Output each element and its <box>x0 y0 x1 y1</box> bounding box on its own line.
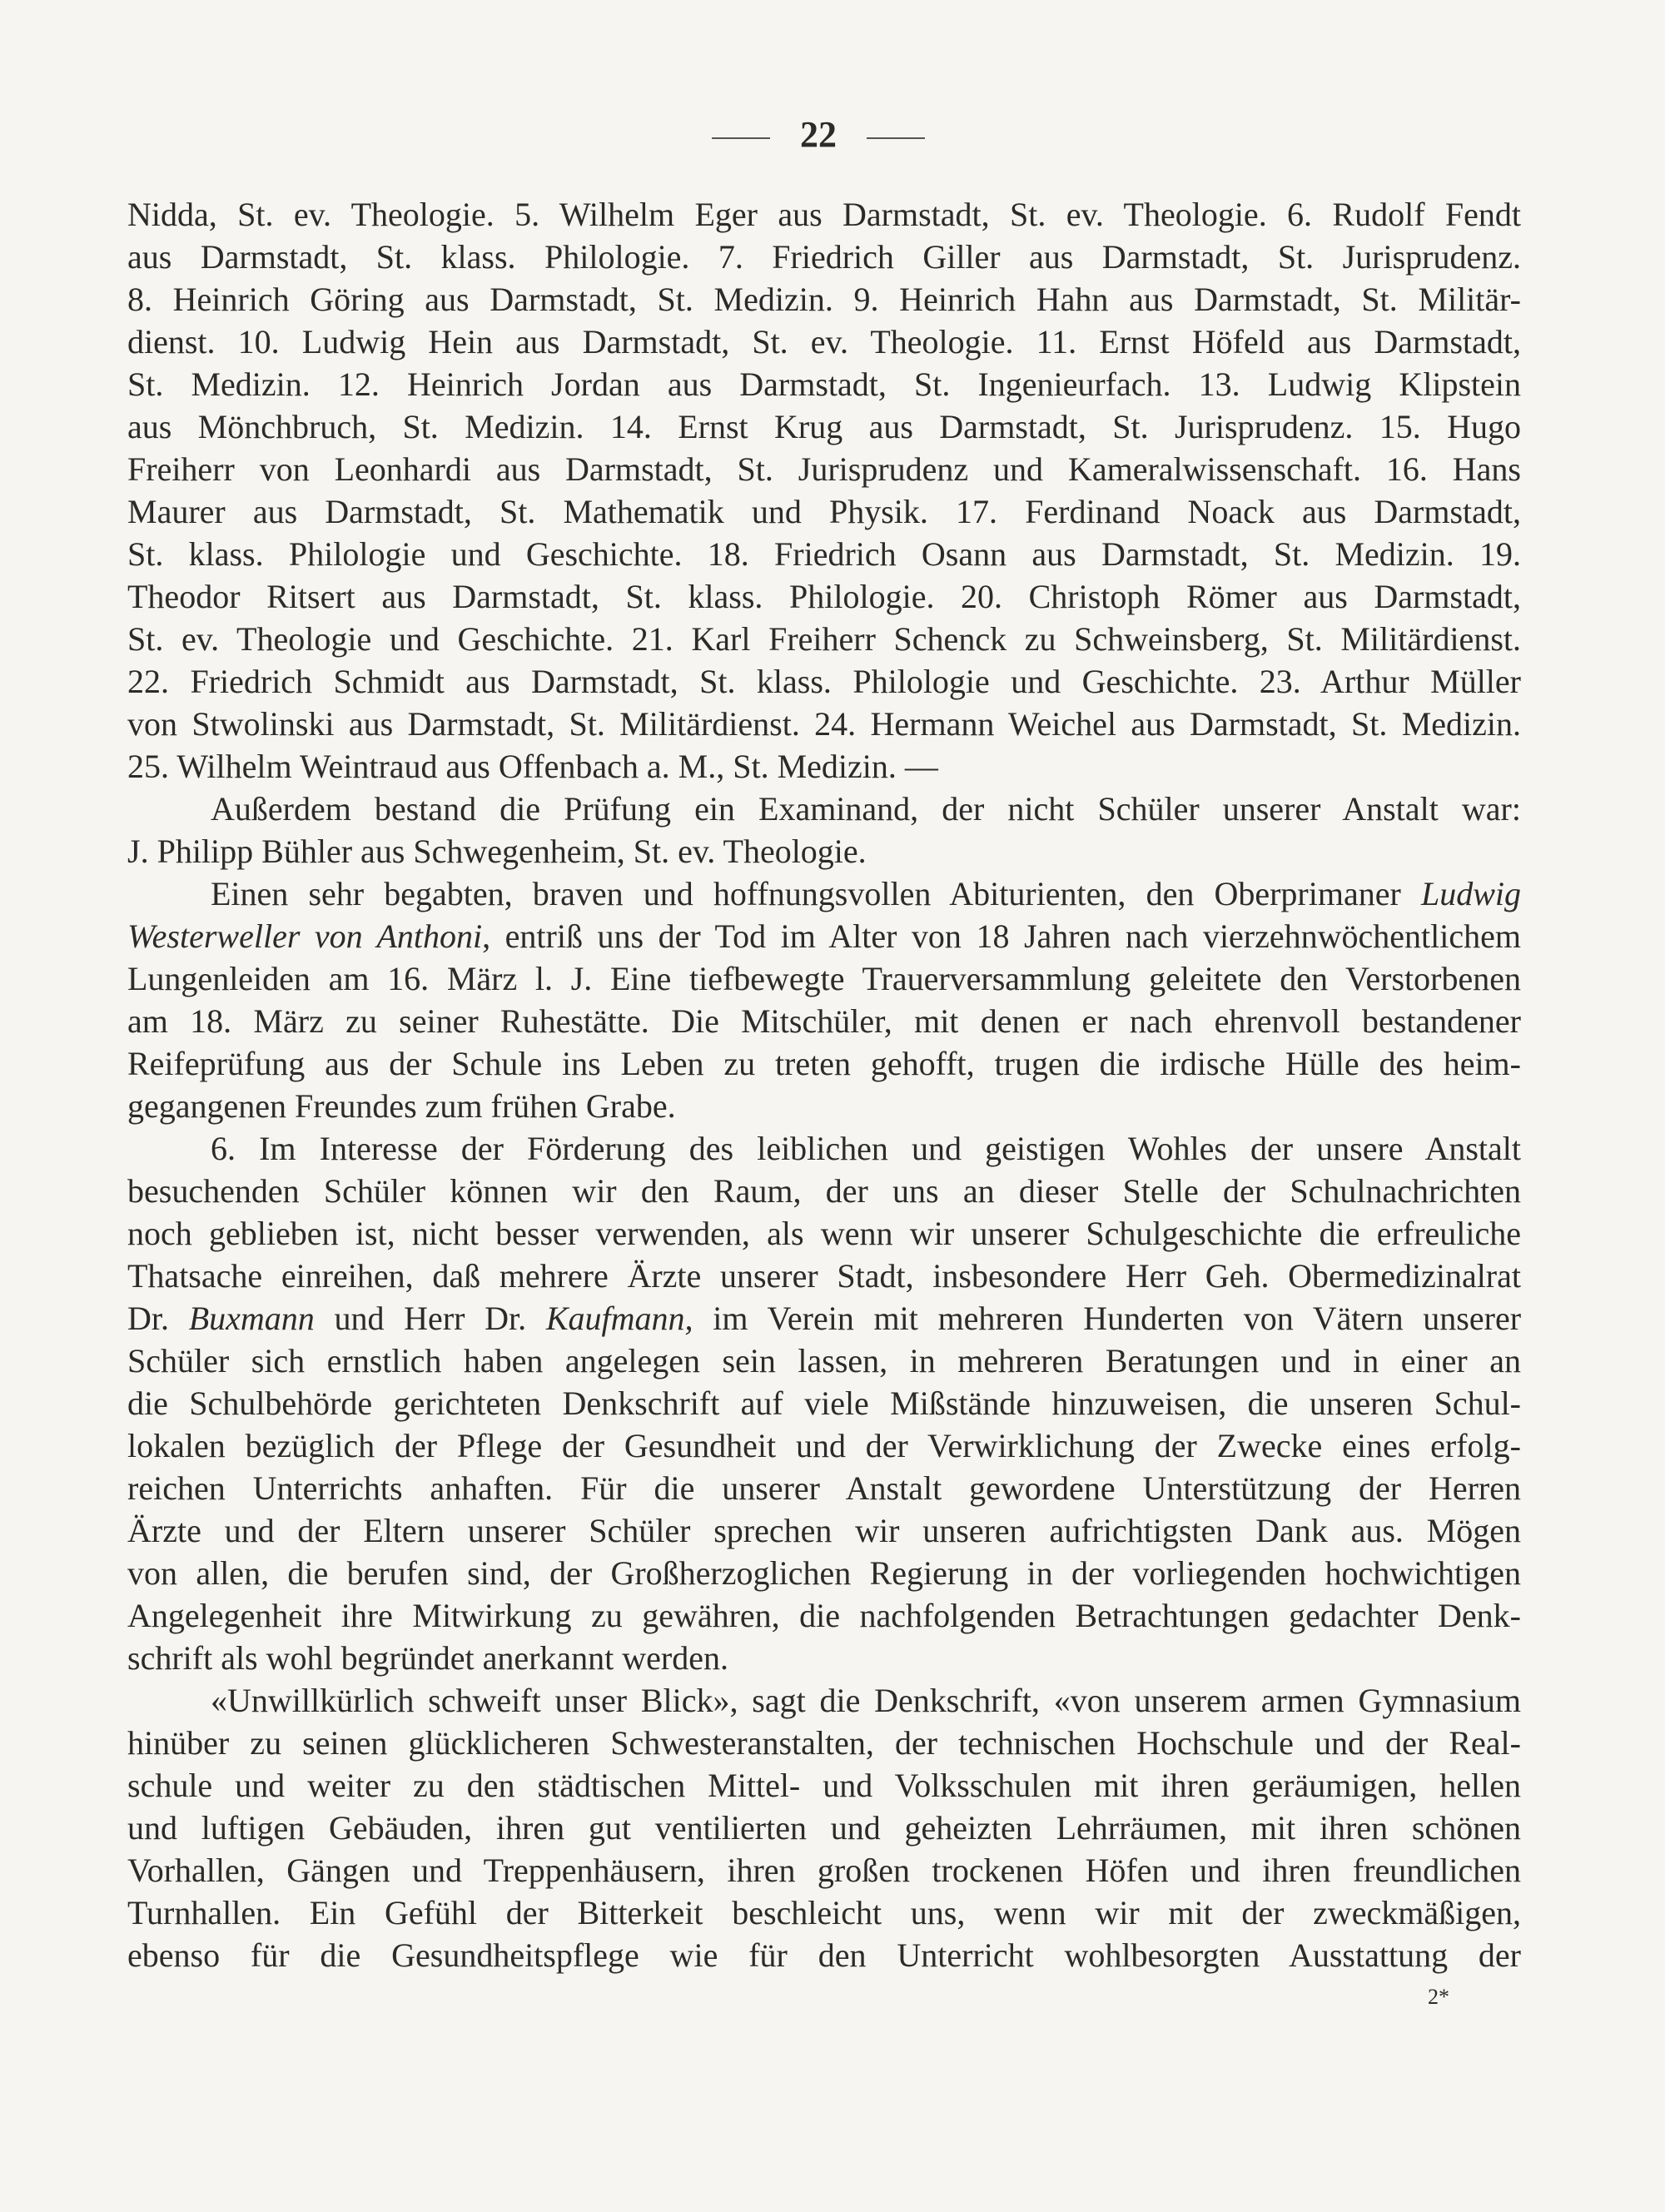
text-segment: 25. Wilhelm Weintraud aus Offenbach a. M., St. Medizin. — <box>127 748 938 785</box>
text-line <box>127 957 1521 1000</box>
text-segment: Nidda, St. ev. Theologie. 5. Wilhelm Eger aus Darmstadt, St. ev. Theologie. 6. Rudolf Fendt <box>127 196 1521 233</box>
text-segment: St. klass. Philologie und Geschichte. 18. Friedrich Osann aus Darmstadt, St. Medizin. 19. <box>127 535 1521 573</box>
italic-name: Kaufmann, <box>545 1300 693 1337</box>
text-segment: am 18. März zu seiner Ruhestätte. Die Mitschüler, mit denen er nach ehrenvoll bestandener <box>127 1002 1521 1040</box>
text-segment: reichen Unterrichts anhaften. Für die unserer Anstalt gewordene Unterstützung der Herren <box>127 1469 1521 1507</box>
text-segment: 6. Im Interesse der Förderung des leiblichen und geistigen Wohles der unsere Anstalt <box>211 1130 1521 1167</box>
text-segment: Einen sehr begabten, braven und hoffnungsvollen Abiturienten, den Oberprimaner <box>211 875 1421 912</box>
text-line <box>127 703 1521 745</box>
text-segment: und Herr Dr. <box>314 1300 546 1337</box>
text-line <box>127 745 1521 788</box>
signature-mark: 2* <box>1428 1985 1449 2009</box>
text-segment: schule und weiter zu den städtischen Mittel- und Volksschulen mit ihren geräumigen, hellen <box>127 1767 1521 1804</box>
text-line <box>127 1594 1521 1637</box>
text-segment: Lungenleiden am 16. März l. J. Eine tiefbewegte Trauerversammlung geleitete den Verstorbenen <box>127 960 1521 997</box>
text-segment: Angelegenheit ihre Mitwirkung zu gewähren, die nachfolgenden Betrachtungen gedachter Denk- <box>127 1597 1521 1634</box>
text-line <box>127 660 1521 703</box>
text-line <box>127 915 1521 957</box>
text-line-content <box>127 1934 1521 1976</box>
text-segment: J. Philipp Bühler aus Schwegenheim, St. ev. Theologie. <box>127 833 867 870</box>
text-line-content <box>211 1127 1521 1170</box>
text-segment: Schüler sich ernstlich haben angelegen sein lassen, in mehreren Beratungen und in einer an <box>127 1342 1521 1379</box>
text-line <box>127 321 1521 363</box>
body-text <box>127 193 1521 1976</box>
text-line-content <box>211 872 1521 915</box>
text-line-content <box>127 660 1521 703</box>
text-line-content <box>127 575 1521 618</box>
text-line-content <box>127 1382 1521 1424</box>
text-line <box>127 1764 1521 1807</box>
text-line <box>127 1212 1521 1255</box>
text-line-content <box>211 1679 1521 1722</box>
text-segment: besuchenden Schüler können wir den Raum, der uns an dieser Stelle der Schulnachrichten <box>127 1172 1521 1210</box>
italic-name: Ludwig <box>1420 875 1521 912</box>
text-line-content <box>127 1000 1521 1042</box>
text-segment: aus Darmstadt, St. klass. Philologie. 7. Friedrich Giller aus Darmstadt, St. Jurisprudenz. <box>127 238 1521 276</box>
text-line <box>127 1340 1521 1382</box>
text-line <box>127 1382 1521 1424</box>
text-segment: von allen, die berufen sind, der Großherzoglichen Regierung in der vorliegenden hochwichtigen <box>127 1554 1521 1592</box>
text-line <box>127 1509 1521 1552</box>
page-number-text: 22 <box>800 114 837 155</box>
text-line-content <box>127 915 1521 957</box>
text-line-content <box>127 1085 676 1127</box>
text-line-content <box>127 1255 1521 1297</box>
text-line <box>127 1085 1521 1127</box>
text-line-content <box>127 1042 1521 1085</box>
text-line <box>127 1424 1521 1467</box>
text-line-content <box>127 193 1521 236</box>
text-line-content <box>127 618 1521 660</box>
text-segment: hinüber zu seinen glücklicheren Schwesteranstalten, der technischen Hochschule und der Real- <box>127 1724 1521 1762</box>
text-line-content <box>127 236 1521 278</box>
text-line <box>127 278 1521 321</box>
text-segment: schrift als wohl begründet anerkannt werden. <box>127 1639 728 1677</box>
text-line <box>127 448 1521 490</box>
text-line-content <box>127 1509 1521 1552</box>
text-line <box>127 1297 1521 1340</box>
text-line <box>127 1255 1521 1297</box>
text-segment: gegangenen Freundes zum frühen Grabe. <box>127 1087 676 1125</box>
text-line <box>127 1807 1521 1849</box>
page-number <box>0 113 1637 156</box>
text-line-content <box>127 533 1521 575</box>
text-line-content <box>127 1552 1521 1594</box>
text-segment: ebenso für die Gesundheitspflege wie für den Unterricht wohlbesorgten Ausstattung der <box>127 1936 1521 1974</box>
text-line <box>127 618 1521 660</box>
text-segment: lokalen bezüglich der Pflege der Gesundheit und der Verwirklichung der Zwecke eines erfolg- <box>127 1427 1521 1464</box>
text-segment: Vorhallen, Gängen und Treppenhäusern, ihren großen trockenen Höfen und ihren freundlichen <box>127 1852 1521 1889</box>
text-segment: noch geblieben ist, nicht besser verwenden, als wenn wir unserer Schulgeschichte die erfreuliche <box>127 1215 1521 1252</box>
text-segment: 22. Friedrich Schmidt aus Darmstadt, St. klass. Philologie und Geschichte. 23. Arthur Müller <box>127 663 1521 700</box>
text-segment: die Schulbehörde gerichteten Denkschrift auf viele Mißstände hinzuweisen, die unseren Schul- <box>127 1384 1521 1422</box>
text-line-content <box>127 1849 1521 1891</box>
text-segment: im Verein mit mehreren Hunderten von Vätern unserer <box>693 1300 1522 1337</box>
text-line <box>127 830 1521 872</box>
text-segment: Maurer aus Darmstadt, St. Mathematik und Physik. 17. Ferdinand Noack aus Darmstadt, <box>127 493 1521 530</box>
text-line <box>127 1170 1521 1212</box>
text-line-content <box>211 788 1521 830</box>
text-line-content <box>127 278 1521 321</box>
text-line-content <box>127 745 938 788</box>
text-line-content <box>127 1637 728 1679</box>
text-line-content <box>127 363 1521 405</box>
text-line-content <box>127 321 1521 363</box>
text-line-content <box>127 1807 1521 1849</box>
text-segment: Theodor Ritsert aus Darmstadt, St. klass. Philologie. 20. Christoph Römer aus Darmstadt, <box>127 578 1521 615</box>
text-segment: von Stwolinski aus Darmstadt, St. Militärdienst. 24. Hermann Weichel aus Darmstadt, St. Medizin. <box>127 705 1521 743</box>
text-segment: Außerdem bestand die Prüfung ein Examinand, der nicht Schüler unserer Anstalt war: <box>211 790 1521 828</box>
text-line-content <box>127 957 1521 1000</box>
text-line <box>127 533 1521 575</box>
text-line-content <box>127 1722 1521 1764</box>
text-line <box>127 1042 1521 1085</box>
text-segment: Ärzte und der Eltern unserer Schüler sprechen wir unseren aufrichtigsten Dank aus. Mögen <box>127 1512 1521 1549</box>
text-line <box>127 1000 1521 1042</box>
text-segment: aus Mönchbruch, St. Medizin. 14. Ernst Krug aus Darmstadt, St. Jurisprudenz. 15. Hugo <box>127 408 1521 445</box>
italic-name: Westerweller von Anthoni <box>127 917 483 955</box>
text-line-content <box>127 703 1521 745</box>
text-segment: und luftigen Gebäuden, ihren gut ventilierten und geheizten Lehrräumen, mit ihren schönen <box>127 1809 1521 1847</box>
text-line <box>127 788 1521 830</box>
text-line-content <box>127 1467 1521 1509</box>
text-segment: St. ev. Theologie und Geschichte. 21. Karl Freiherr Schenck zu Schweinsberg, St. Militärdienst. <box>127 620 1521 658</box>
text-line <box>127 1934 1521 1976</box>
text-line-content <box>127 1764 1521 1807</box>
text-line <box>127 1849 1521 1891</box>
text-line <box>127 1637 1521 1679</box>
text-line <box>127 236 1521 278</box>
text-line-content <box>127 490 1521 533</box>
text-line <box>127 193 1521 236</box>
text-segment: Reifeprüfung aus der Schule ins Leben zu treten gehofft, trugen die irdische Hülle des heim- <box>127 1045 1521 1082</box>
text-line <box>127 1552 1521 1594</box>
text-line <box>127 1891 1521 1934</box>
text-line <box>127 490 1521 533</box>
text-segment: 8. Heinrich Göring aus Darmstadt, St. Medizin. 9. Heinrich Hahn aus Darmstadt, St. Militär- <box>127 281 1521 318</box>
text-line <box>127 1722 1521 1764</box>
text-segment: Freiherr von Leonhardi aus Darmstadt, St. Jurisprudenz und Kameralwissenschaft. 16. Hans <box>127 450 1521 488</box>
text-line-content <box>127 405 1521 448</box>
text-line-content <box>127 1212 1521 1255</box>
text-segment: St. Medizin. 12. Heinrich Jordan aus Darmstadt, St. Ingenieurfach. 13. Ludwig Klipstein <box>127 365 1521 403</box>
text-line-content <box>127 1891 1521 1934</box>
text-line <box>127 872 1521 915</box>
text-line-content <box>127 1297 1521 1340</box>
text-segment: Dr. <box>127 1300 189 1337</box>
text-line-content <box>127 1170 1521 1212</box>
text-line-content <box>127 830 867 872</box>
text-line-content <box>127 1594 1521 1637</box>
text-line <box>127 405 1521 448</box>
text-line <box>127 363 1521 405</box>
dash-right <box>867 137 925 139</box>
text-segment: dienst. 10. Ludwig Hein aus Darmstadt, St. ev. Theologie. 11. Ernst Höfeld aus Darmstadt, <box>127 323 1521 360</box>
dash-left <box>712 137 770 139</box>
text-line-content <box>127 1340 1521 1382</box>
text-segment: Turnhallen. Ein Gefühl der Bitterkeit beschleicht uns, wenn wir mit der zweckmäßigen, <box>127 1894 1521 1931</box>
text-segment: Thatsache einreihen, daß mehrere Ärzte unserer Stadt, insbesondere Herr Geh. Obermedizinalrat <box>127 1257 1521 1295</box>
text-line <box>127 1679 1521 1722</box>
text-line <box>127 1127 1521 1170</box>
text-segment: , entriß uns der Tod im Alter von 18 Jahren nach vierzehnwöchentlichem <box>482 917 1521 955</box>
text-line <box>127 575 1521 618</box>
text-line <box>127 1467 1521 1509</box>
italic-name: Buxmann <box>188 1300 315 1337</box>
text-line-content <box>127 448 1521 490</box>
text-line-content <box>127 1424 1521 1467</box>
text-segment: «Unwillkürlich schweift unser Blick», sagt die Denkschrift, «von unserem armen Gymnasium <box>211 1682 1521 1719</box>
